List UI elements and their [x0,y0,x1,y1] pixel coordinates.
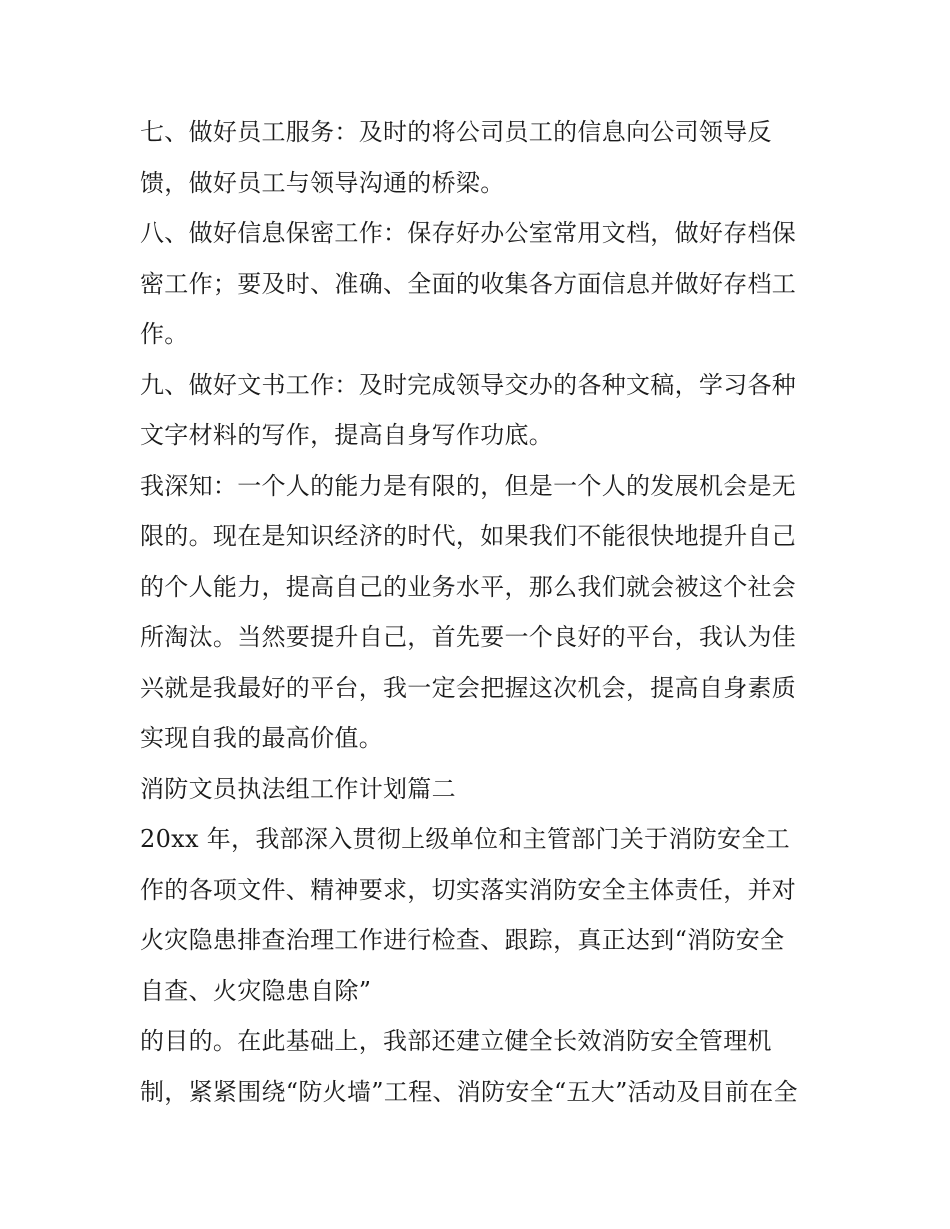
text-line: 我深知：一个人的能力是有限的，但是一个人的发展机会是无 [140,471,797,500]
text-line: 所淘汰。当然要提升自己，首先要一个良好的平台，我认为佳 [140,623,797,651]
text-line: 作。 [140,320,189,348]
text-line: 作的各项文件、精神要求，切实落实消防安全主体责任，并对 [140,875,797,904]
text-line: 密工作；要及时、准确、全面的收集各方面信息并做好存档工 [140,269,797,298]
text-line: 七、做好员工服务：及时的将公司员工的信息向公司领导反 [140,118,772,146]
text-line: 制，紧紧围绕“防火墙”工程、消防安全“五大”活动及目前在全 [140,1077,798,1106]
text-line: 自查、火灾隐患自除” [140,976,372,1005]
text-line: 20xx 年，我部深入贯彻上级单位和主管部门关于消防安全工 [140,825,790,853]
text-line: 文字材料的写作，提高自身写作功底。 [140,421,554,449]
section-heading: 消防文员执法组工作计划篇二 [140,774,456,803]
text-line: 实现自我的最高价值。 [140,724,383,752]
text-line: 九、做好文书工作：及时完成领导交办的各种文稿，学习各种 [140,370,797,399]
text-line: 八、做好信息保密工作：保存好办公室常用文档，做好存档保 [140,219,797,247]
document-body [140,107,820,1117]
text-line: 兴就是我最好的平台，我一定会把握这次机会，提高自身素质 [140,673,797,702]
text-line: 的目的。在此基础上，我部还建立健全长效消防安全管理机 [140,1027,772,1055]
text-line: 的个人能力，提高自己的业务水平，那么我们就会被这个社会 [140,572,797,601]
text-line: 火灾隐患排查治理工作进行检查、跟踪，真正达到“消防安全 [140,926,785,954]
text-line: 限的。现在是知识经济的时代，如果我们不能很快地提升自己 [140,522,797,550]
text-line: 馈，做好员工与领导沟通的桥梁。 [140,168,505,197]
